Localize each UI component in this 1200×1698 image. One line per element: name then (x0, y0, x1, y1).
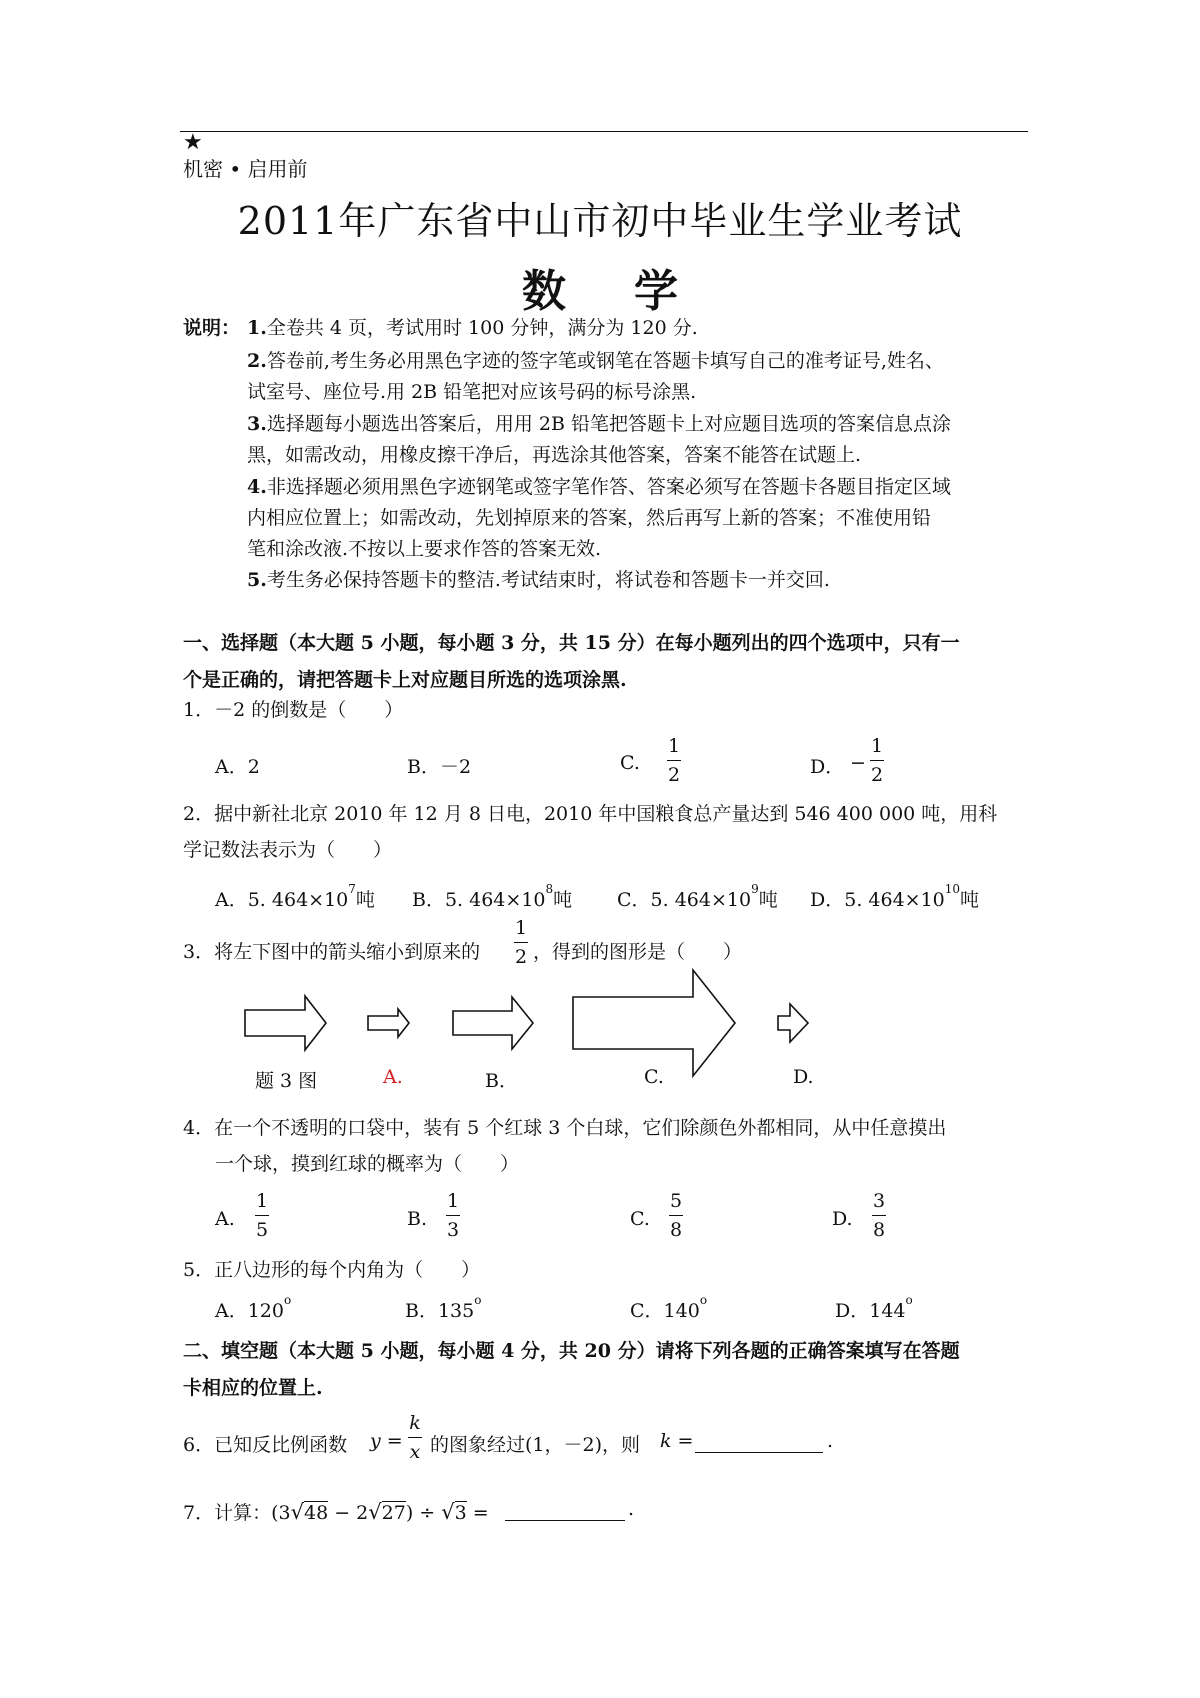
q1-d-fraction: 1 2 (870, 735, 884, 786)
q3-label-c: C. (644, 1066, 664, 1088)
question-7-expression: 7．计算：(3 √ 48 − 2 √ 27 ) ÷ √ 3 = (183, 1500, 489, 1524)
q1-option-d: D． (810, 756, 845, 778)
q5-option-c: C．140$^o$ (630, 1293, 708, 1322)
q1-c-fraction: 1 2 (667, 735, 681, 786)
q1-option-b: B．－2 (407, 756, 472, 778)
question-2-stem: 2．据中新社北京 2010 年 12 月 8 日电，2010 年中国粮食总产量达到 546 400 000 吨，用科 学记数法表示为（ ） (183, 803, 998, 861)
subject-title: 数学 (522, 266, 746, 317)
q4-option-d-label: D. (832, 1208, 853, 1230)
q7-answer-blank[interactable] (505, 1498, 625, 1521)
q6-answer-blank[interactable] (695, 1430, 823, 1453)
note-2: 2.答卷前,考生务必用黑色字迹的签字笔或钢笔在答题卡填写自己的准考证号,姓名、 试室号、座位号.用 2B 铅笔把对应该号码的标号涂黑. (247, 350, 944, 403)
note-1: 1.全卷共 4 页，考试用时 100 分钟，满分为 120 分. (247, 317, 698, 339)
arrow-b (453, 997, 533, 1049)
section-1-heading: 一、选择题（本大题 5 小题，每小题 3 分，共 15 分）在每小题列出的四个选项中，只有一 个是正确的，请把答题卡上对应题目所选的选项涂黑. (183, 632, 960, 691)
confidential-label: 机密 • 启用前 (183, 157, 308, 181)
question-3-stem-b: ，得到的图形是（ ） (533, 941, 743, 963)
exam-title: 2011年广东省中山市初中毕业生学业考试 (237, 199, 963, 243)
arrow-a (368, 1009, 409, 1037)
q5-option-d: D．144$^o$ (835, 1293, 913, 1322)
q3-figure-label: 题 3 图 (255, 1070, 318, 1092)
q1-option-a: A．2 (215, 756, 260, 778)
q4-option-c-fraction: 5 8 (669, 1190, 683, 1241)
q4-option-a-fraction: 1 5 (255, 1190, 269, 1241)
q2-option-d: D．5. $464\times 10^{10}$吨 (810, 882, 980, 911)
note-4: 4.非选择题必须用黑色字迹钢笔或签字笔作答、答案必须写在答题卡各题目指定区域 内相应位置上；如需改动，先划掉原来的答案，然后再写上新的答案；不准使用铅 笔和涂改液.不按以上要求作答的答案无效. (247, 476, 951, 560)
q3-label-a: A. (383, 1066, 403, 1088)
q4-option-c-label: C. (630, 1208, 650, 1230)
section-2-heading: 二、填空题（本大题 5 小题，每小题 4 分，共 20 分）请将下列各题的正确答案填写在答题 卡相应的位置上. (183, 1340, 960, 1399)
q1-option-c: C. (620, 752, 640, 774)
q2-option-a: A．5. $464\times 10^7$吨 (215, 882, 375, 911)
arrow-d (778, 1004, 808, 1042)
q4-option-a-label: A. (215, 1208, 235, 1230)
q2-option-b: B．5. $464\times 10^8$吨 (412, 882, 573, 911)
q7-end: . (628, 1498, 635, 1520)
question-1-stem: 1．－2 的倒数是（ ） (183, 699, 404, 721)
question-5-stem: 5．正八边形的每个内角为（ ） (183, 1259, 481, 1281)
question-3-stem-a: 3．将左下图中的箭头缩小到原来的 (183, 941, 481, 963)
note-3: 3.选择题每小题选出答案后，用用 2B 铅笔把答题卡上对应题目选项的答案信息点涂 黑，如需改动，用橡皮擦干净后，再选涂其他答案，答案不能答在试题上. (247, 413, 951, 466)
notes-label: 说明： (183, 317, 241, 339)
q6-middle-text: 的图象经过(1，－2)，则 (430, 1434, 641, 1456)
q5-option-a: A．120$^o$ (215, 1293, 292, 1322)
q3-label-d: D. (793, 1066, 814, 1088)
question-6-prefix: 6．已知反比例函数 (183, 1434, 348, 1456)
q2-option-c: C．5. $464\times 10^9$吨 (617, 882, 778, 911)
note-5: 5.考生务必保持答题卡的整洁.考试结束时，将试卷和答题卡一并交回. (247, 569, 830, 591)
arrow-c (573, 970, 735, 1076)
q3-label-b: B． (485, 1070, 518, 1092)
question-4-stem: 4．在一个不透明的口袋中，装有 5 个红球 3 个白球，它们除颜色外都相同，从中任意摸出 一个球，摸到红球的概率为（ ） (183, 1117, 947, 1175)
arrow-original (245, 996, 326, 1050)
q6-y-eq: y = (370, 1430, 403, 1452)
q3-fraction: 1 2 (514, 917, 528, 968)
q4-option-d-fraction: 3 8 (872, 1190, 886, 1241)
q5-option-b: B．135$^o$ (405, 1293, 482, 1322)
q4-option-b-label: B. (407, 1208, 428, 1230)
q6-k-over-x: k x (409, 1412, 421, 1463)
q1-d-sign: − (850, 752, 866, 774)
q6-end: . (827, 1430, 834, 1452)
star-icon: ★ (183, 130, 203, 155)
q4-option-b-fraction: 1 3 (446, 1190, 460, 1241)
q6-k-eq: k = (660, 1430, 694, 1452)
